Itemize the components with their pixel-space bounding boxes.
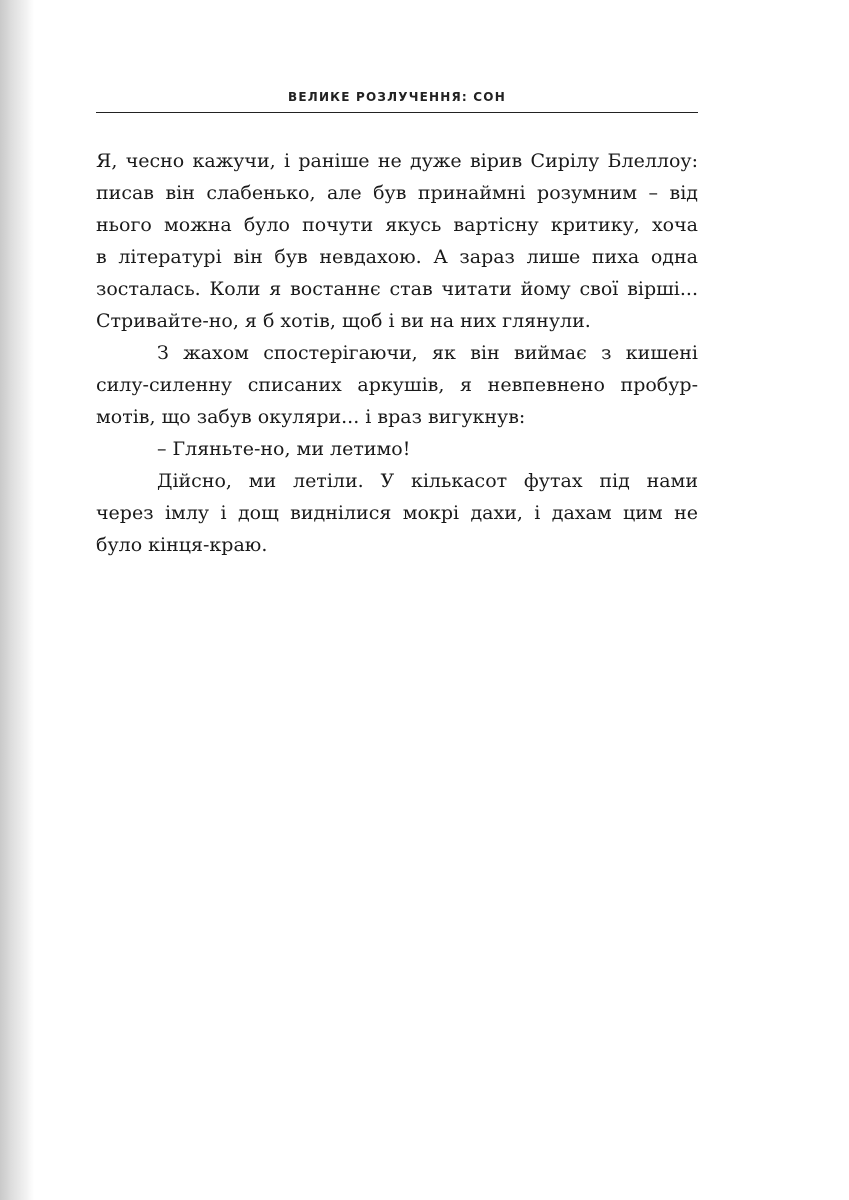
body-text xyxy=(96,145,698,561)
text-line: Дійсно, ми летіли. У кількасот футах під нами xyxy=(157,470,698,492)
text-line: писав він слабенько, але був принаймні розумним – від xyxy=(96,182,698,204)
text-line: Стривайте-но, я б хотів, щоб і ви на них глянули. xyxy=(96,310,591,332)
text-line: через імлу і дощ виднілися мокрі дахи, і дахам цим не xyxy=(96,502,698,524)
text-line: силу-силенну списаних аркушів, я невпевнено пробур- xyxy=(96,374,698,396)
text-line: нього можна було почути якусь вартісну критику, хоча xyxy=(96,214,698,236)
page-edge-shadow xyxy=(0,0,34,1200)
text-line: в літературі він був невдахою. А зараз лише пиха одна xyxy=(96,246,698,268)
text-line: мотів, що забув окуляри... і враз вигукнув: xyxy=(96,406,526,428)
text-line: Я, чесно кажучи, і раніше не дуже вірив Сирілу Блеллоу: xyxy=(96,150,698,172)
running-header: ВЕЛИКЕ РОЗЛУЧЕННЯ: СОН xyxy=(288,90,506,104)
text-line: було кінця-краю. xyxy=(96,534,268,556)
text-line: зосталась. Коли я востаннє став читати йому свої вірші... xyxy=(96,278,698,300)
header-rule xyxy=(96,112,698,113)
text-line: З жахом спостерігаючи, як він виймає з кишені xyxy=(157,342,698,364)
text-line: – Гляньте-но, ми летимо! xyxy=(157,438,411,460)
